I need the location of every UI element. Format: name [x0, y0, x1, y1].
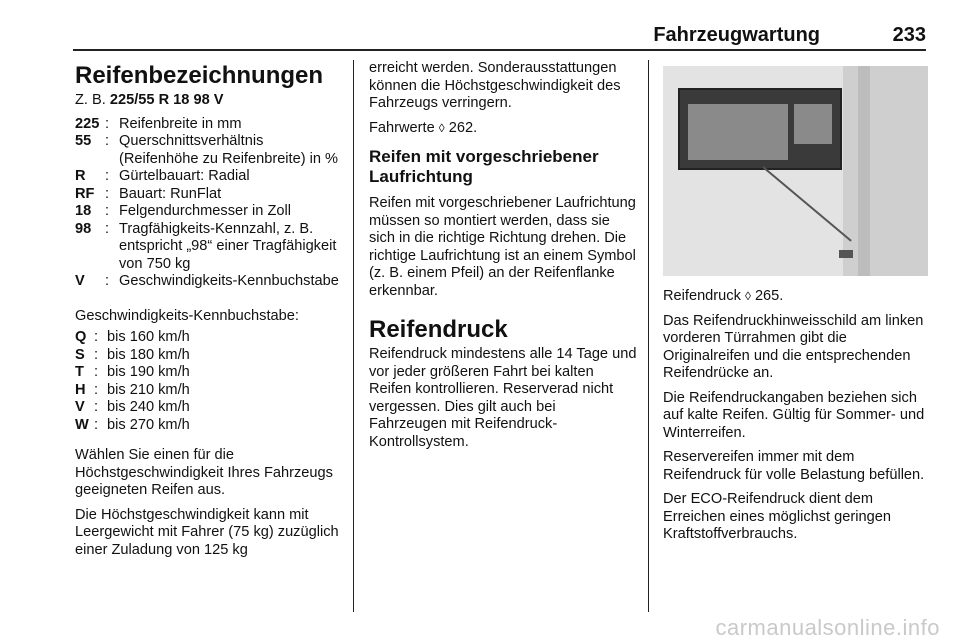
paragraph-laufrichtung: Reifen mit vorgeschriebener Laufrichtung müssen so montiert werden, dass sie sich in die richtige Richtung drehen. Die richtige Laufrichtung ist an einem Symbol (z. B. einem Pfeil) an der Reifenflanke erkennbar. — [369, 195, 636, 299]
paragraph-cold-tires: Die Reifendruckangaben beziehen sich auf kalte Reifen. Gültig für Sommer- und Winterreifen. — [663, 389, 925, 441]
definition-row — [75, 168, 345, 186]
separator: : — [105, 133, 110, 149]
speed-rating-row — [75, 364, 190, 382]
example-prefix: Z. B. — [75, 92, 106, 108]
description: Querschnittsverhältnis (Reifenhöhe zu Reifenbreite) in % — [119, 133, 339, 167]
term: RF — [75, 185, 95, 202]
header-rule — [73, 49, 926, 51]
separator: : — [94, 364, 99, 380]
speed-rating-row — [75, 417, 190, 435]
definition-row — [75, 221, 345, 274]
paragraph-spare-tire: Reservereifen immer mit dem Reifendruck für volle Belastung befüllen. — [663, 449, 925, 483]
tire-pressure-plate — [678, 88, 842, 170]
paragraph-eco-pressure: Der ECO-Reifendruck dient dem Erreichen eines möglichst geringen Kraftstoffverbrauchs. — [663, 491, 891, 542]
description: bis 180 km/h — [107, 346, 190, 363]
definition-row — [75, 133, 345, 168]
term: V — [75, 273, 85, 289]
plate-side-area — [794, 104, 832, 144]
page-reference-icon: ◊ — [438, 120, 445, 135]
page-section-title: Fahrzeugwartung — [653, 24, 820, 46]
description: bis 190 km/h — [107, 364, 190, 380]
description: Felgendurchmesser in Zoll — [119, 203, 291, 219]
fahrwerte-label: Fahrwerte — [369, 119, 435, 136]
separator: : — [94, 346, 99, 363]
separator: : — [105, 273, 110, 289]
separator: : — [94, 381, 99, 398]
separator: : — [105, 220, 110, 237]
definition-row — [75, 273, 345, 291]
description: Reifenbreite in mm — [119, 115, 242, 132]
column-1 — [75, 60, 345, 559]
term: T — [75, 364, 84, 380]
column-divider — [353, 60, 354, 612]
separator: : — [94, 399, 99, 415]
paragraph-max-speed: Die Höchstgeschwindigkeit kann mit Leergewicht mit Fahrer (75 kg) zuzüglich einer Zuladung von 125 kg — [75, 506, 339, 558]
description: Geschwindigkeits-Kennbuchstabe — [119, 273, 339, 289]
column-2 — [369, 60, 637, 451]
example-line — [75, 92, 345, 110]
term: W — [75, 416, 89, 433]
column-divider — [648, 60, 649, 612]
description: bis 240 km/h — [107, 399, 190, 415]
speed-rating-row — [75, 382, 190, 400]
watermark: carmanualsonline.info — [715, 615, 940, 640]
section-heading-reifenbezeichnungen: Reifenbezeichnungen — [75, 62, 324, 89]
paragraph-choose-tire: Wählen Sie einen für die Höchstgeschwindigkeit Ihres Fahrzeugs geeigneten Reifen aus. — [75, 447, 333, 498]
description: Tragfähigkeits-Kennzahl, z. B. entspricht „98“ einer Tragfähigkeit von 750 kg — [119, 220, 337, 272]
reifendruck-page-link[interactable]: 265. — [754, 288, 784, 304]
separator: : — [105, 115, 110, 132]
separator: : — [105, 168, 110, 184]
column-3 — [663, 60, 928, 544]
callout-pointer-line — [762, 166, 851, 241]
subheading-laufrichtung: Reifen mit vorgeschriebener Laufrichtung — [369, 147, 599, 186]
page-reference-icon: ◊ — [744, 289, 751, 303]
fahrwerte-reference — [369, 120, 637, 138]
separator: : — [94, 329, 99, 345]
paragraph-pressure-plate: Das Reifendruckhinweisschild am linken vorderen Türrahmen gibt die Originalreifen und die entsprechenden Reifendrücke an. — [663, 312, 924, 381]
door-edge-shape — [858, 66, 870, 276]
speed-intro: Geschwindigkeits-Kennbuchstabe: — [75, 307, 299, 324]
definition-row — [75, 116, 345, 134]
plate-table-area — [688, 104, 788, 160]
door-frame-shape — [843, 66, 928, 276]
term: R — [75, 168, 86, 184]
reifendruck-ref-label: Reifendruck — [663, 288, 741, 304]
separator: : — [105, 185, 110, 202]
term: 98 — [75, 220, 92, 237]
description: Gürtelbauart: Radial — [119, 168, 250, 184]
term: V — [75, 399, 85, 415]
section-heading-reifendruck: Reifendruck — [369, 316, 508, 343]
term: S — [75, 346, 85, 363]
tire-pressure-label-illustration — [663, 66, 928, 276]
separator: : — [94, 416, 99, 433]
term: Q — [75, 329, 87, 345]
speed-rating-list — [75, 329, 190, 434]
term: 225 — [75, 115, 100, 132]
tire-code-definitions — [75, 116, 345, 291]
paragraph-reifendruck: Reifendruck mindestens alle 14 Tage und vor jeder größeren Fahrt bei kalten Reifen kontrollieren. Reserverad nicht vergessen. Dies gilt auch bei Fahrzeugen mit Reifendruck-Kontrollsystem. — [369, 346, 637, 450]
definition-row — [75, 203, 345, 221]
separator: : — [105, 203, 110, 219]
page-number: 233 — [892, 24, 926, 46]
term: 55 — [75, 133, 92, 149]
description: Bauart: RunFlat — [119, 185, 222, 202]
description: bis 270 km/h — [107, 416, 190, 433]
speed-rating-row — [75, 347, 190, 365]
reifendruck-reference — [663, 288, 928, 306]
term: 18 — [75, 203, 92, 219]
example-code: 225/55 R 18 98 V — [109, 92, 224, 108]
paragraph-continued: erreicht werden. Sonderausstattungen können die Höchstgeschwindigkeit des Fahrzeugs verringern. — [369, 60, 621, 111]
speed-rating-row — [75, 399, 190, 417]
speed-rating-row — [75, 329, 190, 347]
fahrwerte-page-link[interactable]: 262. — [448, 119, 478, 136]
door-sticker-location — [839, 250, 853, 258]
description: bis 160 km/h — [107, 329, 190, 345]
definition-row — [75, 186, 345, 204]
description: bis 210 km/h — [107, 381, 190, 398]
term: H — [75, 381, 86, 398]
